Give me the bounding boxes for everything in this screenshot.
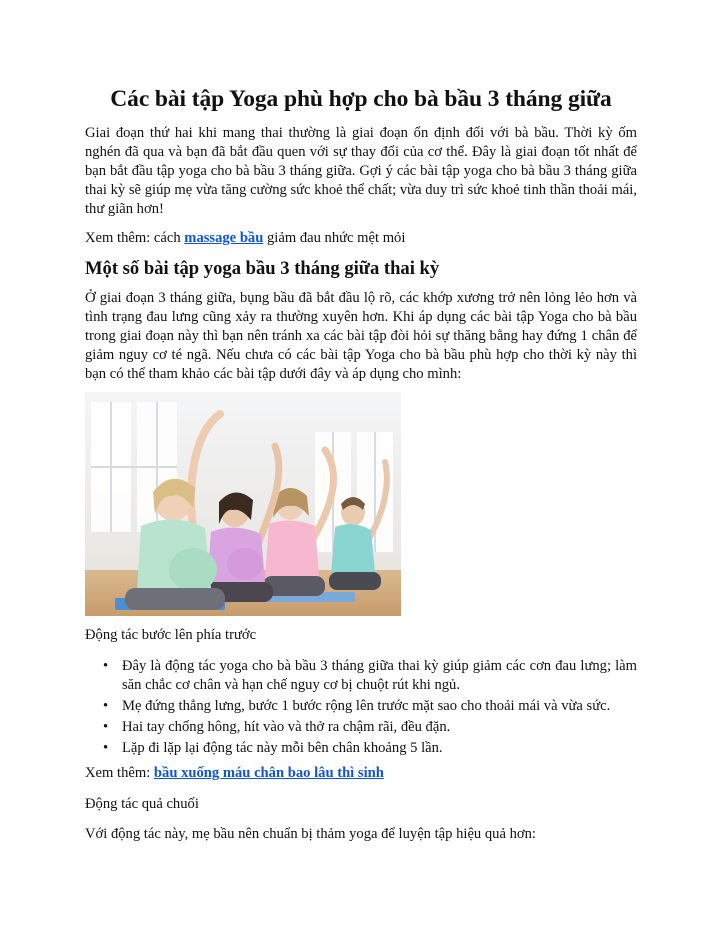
section-heading: Một số bài tập yoga bầu 3 tháng giữa thai kỳ <box>85 258 440 279</box>
intro-line: giữa thai kỳ sẽ giúp mẹ vừa tăng cường sức khoẻ thể chất; vừa duy trì sức khoẻ tinh thần <box>85 163 637 198</box>
intro-paragraph <box>85 124 637 219</box>
list-item <box>85 697 637 716</box>
section-line: Ở giai đoạn 3 tháng giữa, bụng bầu đã bắt đầu lộ rõ, các khớp xương trở nên lỏng lẻo hơn <box>85 290 620 306</box>
section-line: bà bầu trong giai đoạn này thì bạn nên tránh xa các bài tập đòi hỏi sự thăng bằng hay đứng <box>85 309 637 344</box>
intro-line: thoải mái, thư giãn hơn! <box>85 182 637 217</box>
see-also-birth <box>85 764 637 783</box>
list-item <box>85 739 637 758</box>
section-line: và tình trạng đau lưng cũng xảy ra thường xuyên hơn. Khi áp dụng các bài tập Yoga cho <box>85 290 637 325</box>
bullet-icon: • <box>103 719 109 735</box>
section-paragraph <box>85 289 637 384</box>
list-item-text: Đây là động tác yoga cho bà bầu 3 tháng giữa thai kỳ giúp giảm các cơn đau lưng; làm săn chắc cơ chân và hạn chế nguy cơ bị chuột rút khi ngủ. <box>122 658 637 693</box>
exercise-2-paragraph: Với động tác này, mẹ bầu nên chuẩn bị thảm yoga để luyện tập hiệu quả hơn: <box>85 826 536 842</box>
see-also-massage <box>85 229 637 248</box>
intro-line: nghén đã qua và bạn đã bắt đầu quen với sự thay đổi của cơ thể. Đây là giai đoạn tốt nhất <box>85 144 619 160</box>
list-item <box>85 718 637 737</box>
see-also-prefix: Xem thêm: cách <box>85 230 185 246</box>
see-also-suffix: giảm đau nhức mệt mỏi <box>263 230 406 246</box>
bau-xuong-mau-chan-link[interactable]: bầu xuống máu chân bao lâu thì sinh <box>153 765 384 781</box>
list-item-text: Hai tay chống hông, hít vào và thở ra chậm rãi, đều đặn. <box>122 719 451 735</box>
section-line: kỳ này thì bạn có thể tham khảo các bài tập dưới đây và áp dụng cho mình: <box>85 347 637 382</box>
list-item-text: Lặp đi lặp lại động tác này mỗi bên chân khoảng 5 lần. <box>122 740 443 756</box>
bullet-icon: • <box>103 740 109 756</box>
see-also-prefix: Xem thêm: <box>85 765 154 781</box>
intro-line: để bạn bắt đầu tập yoga cho bà bầu 3 tháng giữa. Gợi ý các bài tập yoga cho bà bầu 3 tháng <box>85 144 637 179</box>
section-line: 1 chân để giảm nguy cơ té ngã. Nếu chưa có các bài tập Yoga cho bà bầu phù hợp cho thời <box>85 328 637 363</box>
intro-line: Giai đoạn thứ hai khi mang thai thường là giai đoạn ổn định đối với bà bầu. Thời kỳ ốm <box>85 125 637 141</box>
bullet-icon: • <box>103 658 109 674</box>
massage-bau-link[interactable]: massage bầu <box>184 230 264 246</box>
page-title: Các bài tập Yoga phù hợp cho bà bầu 3 tháng giữa <box>110 86 612 112</box>
yoga-photo <box>85 392 401 616</box>
exercise-2-title: Động tác quả chuối <box>85 796 199 812</box>
exercise-1-title: Động tác bước lên phía trước <box>85 627 257 643</box>
list-item-text: Mẹ đứng thẳng lưng, bước 1 bước rộng lên trước mặt sao cho thoải mái và vừa sức. <box>122 698 611 714</box>
list-item <box>85 657 637 695</box>
bullet-icon: • <box>103 698 109 714</box>
exercise-1-steps <box>85 657 637 760</box>
